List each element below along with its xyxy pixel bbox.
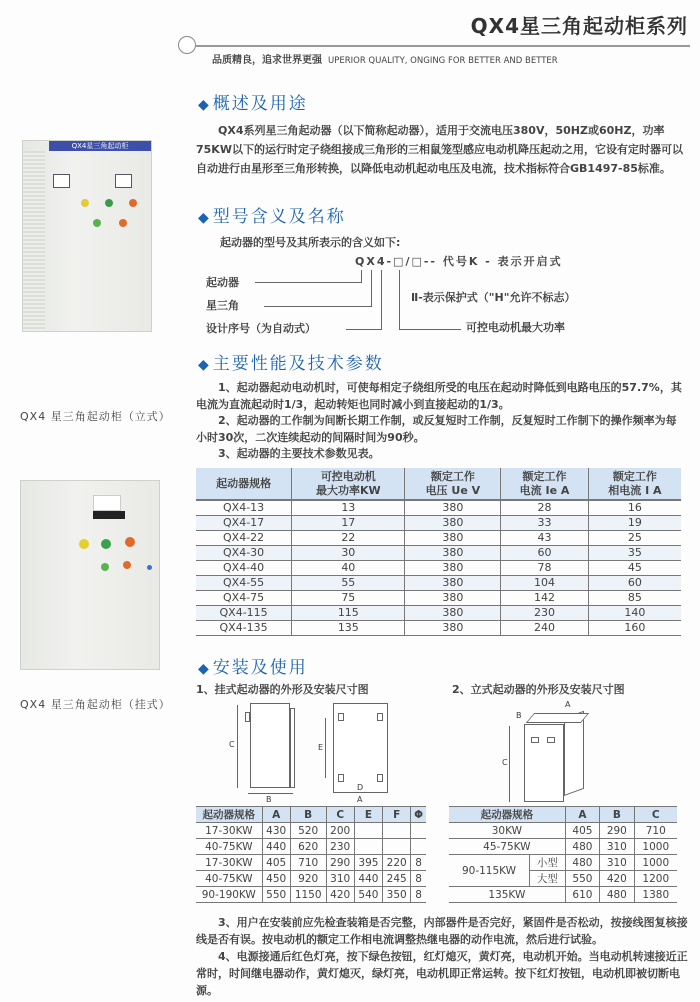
table-row [196,500,681,515]
install-note-4: 4、电源接通后红色灯亮，按下绿色按钮，红灯熄灭，黄灯亮，电动机开始。当电动机转速接近正常时，时间继电器动作，黄灯熄灭，绿灯亮，电动机即正常运转。按下红灯按钮，电动机即被切断电源。 [196,950,688,997]
table-cell: 17 [292,515,405,530]
table-cell: 小型 [530,855,566,871]
table-row [196,590,681,605]
dim-label-b: B [516,711,522,720]
section-overview-heading: ◆ 概述及用途 [198,94,308,114]
table-cell: 380 [405,605,501,620]
table-cell: 8 [411,887,426,903]
heading-text: 型号含义及名称 [212,207,346,227]
table-cell: 240 [501,620,588,635]
table-row [196,530,681,545]
slogan [212,51,558,66]
table-cell: 1150 [290,887,326,903]
table-cell: 33 [501,515,588,530]
table-row [196,620,681,635]
specs-p3: 3、起动器的主要技术参数见表。 [218,447,380,460]
table-cell: 40-75KW [196,871,262,887]
dim-label-d: D [357,783,364,792]
table-cell: 78 [501,560,588,575]
table-cell: 1000 [634,855,677,871]
column-header: 起动器规格 [196,807,262,823]
column-header: C [634,807,677,823]
table-cell: 28 [501,500,588,515]
table-cell: 380 [405,515,501,530]
table-cell: 142 [501,590,588,605]
table-row [196,823,426,839]
column-header: 可控电动机 最大功率KW [292,468,405,500]
dim-label-a: A [357,795,363,804]
table-cell: 380 [405,500,501,515]
table-cell: 920 [290,871,326,887]
table-cell: 550 [565,871,599,887]
model-label-max-power: 可控电动机最大功率 [466,321,565,334]
table-cell [354,839,382,855]
specs-p1: 1、起动器起动电动机时，可使每相定子绕组所受的电压在起动时降低到电路电压的57.7%，其电流为直流起动时1/3，起动转矩也同时减小到直接起动的1/3。 [196,381,682,411]
table-cell: 610 [565,887,599,903]
table-cell: 22 [292,530,405,545]
table-cell: 19 [588,515,681,530]
table-cell: 380 [405,575,501,590]
standing-dim-subheading: 2、立式起动器的外形及安装尺寸图 [452,683,625,696]
table-cell: 60 [501,545,588,560]
dim-label-e: E [318,743,324,752]
table-cell: 17-30KW [196,855,262,871]
table-cell: 440 [262,839,290,855]
table-row [449,839,677,855]
wall-dim-subheading: 1、挂式起动器的外形及安装尺寸图 [196,683,369,696]
table-cell: 17-30KW [196,823,262,839]
standing-dimensions-table [449,806,677,903]
table-cell: 290 [326,855,354,871]
table-cell: 16 [588,500,681,515]
overview-paragraph [196,121,686,178]
table-cell: 85 [588,590,681,605]
header-divider [196,45,690,47]
table-row [196,515,681,530]
table-cell: 440 [354,871,382,887]
table-cell: 710 [634,823,677,839]
table-cell: 420 [600,871,634,887]
table-cell [383,839,411,855]
table-cell: 40 [292,560,405,575]
table-cell: 135KW [449,887,565,903]
table-cell: QX4-55 [196,575,292,590]
table-cell: 380 [405,545,501,560]
table-cell: QX4-75 [196,590,292,605]
column-header: Φ [411,807,426,823]
table-cell: QX4-30 [196,545,292,560]
table-cell: 200 [326,823,354,839]
table-cell: 405 [262,855,290,871]
table-row [449,887,677,903]
table-row [196,855,426,871]
table-cell: 30 [292,545,405,560]
table-cell: 380 [405,530,501,545]
table-row [196,887,426,903]
table-cell: 43 [501,530,588,545]
table-cell: 90-190KW [196,887,262,903]
table-row [449,823,677,839]
table-cell: 90-115KW [449,855,530,887]
table-cell: 620 [290,839,326,855]
table-cell: 380 [405,620,501,635]
table-cell: QX4-135 [196,620,292,635]
model-intro: 起动器的型号及其所表示的含义如下: [220,236,401,249]
table-cell: 1200 [634,871,677,887]
standing-cabinet-caption: QX4 星三角起动柜（立式） [20,410,171,423]
page-title: QX4星三角起动柜系列 [470,14,688,38]
model-label-starter: 起动器 [206,276,239,289]
model-label-star-delta: 星三角 [206,299,239,312]
dim-label-c: C [502,758,508,767]
slogan-cn: 品质精良，追求世界更强 [212,55,322,66]
table-cell: 30KW [449,823,565,839]
heading-text: 安装及使用 [212,658,308,678]
table-cell: 310 [600,839,634,855]
table-cell: 480 [565,839,599,855]
table-cell: 220 [383,855,411,871]
table-cell: 140 [588,605,681,620]
table-cell: QX4-13 [196,500,292,515]
table-row [196,575,681,590]
section-specs-heading: ◆ 主要性能及技术参数 [198,354,384,374]
table-cell: 540 [354,887,382,903]
table-row [196,839,426,855]
specs-table [196,468,681,636]
table-cell: 45-75KW [449,839,565,855]
table-cell: 480 [600,887,634,903]
table-cell: QX4-40 [196,560,292,575]
table-cell: 75 [292,590,405,605]
overview-text: QX4系列星三角起动器（以下简称起动器），适用于交流电压380V，50HZ或60HZ，功率75KW以下的运行时定子绕组接成三角形的三相鼠笼型感应电动机降压起动之用，它设有定时器可以自动进行由星形至三角形转换，以降低电动机起动电压及电流，技术指标符合GB1497-85标准。 [196,124,683,175]
table-cell: 55 [292,575,405,590]
table-cell: 420 [326,887,354,903]
table-cell: QX4-22 [196,530,292,545]
column-header: B [600,807,634,823]
table-row [196,605,681,620]
table-cell: QX4-17 [196,515,292,530]
table-cell: 395 [354,855,382,871]
table-cell: 520 [290,823,326,839]
column-header: C [326,807,354,823]
slogan-en: UPERIOR QUALITY, ONGING FOR BETTER AND BETTER [328,56,558,66]
column-header: 额定工作 电流 Ie A [501,468,588,500]
table-cell: 310 [326,871,354,887]
table-cell: 430 [262,823,290,839]
table-row [196,871,426,887]
table-cell: 550 [262,887,290,903]
table-cell [411,823,426,839]
table-row [196,560,681,575]
wall-cabinet-caption: QX4 星三角起动柜（挂式） [20,698,171,711]
column-header: 额定工作 电压 Ue V [405,468,501,500]
table-cell: 230 [501,605,588,620]
table-cell: 115 [292,605,405,620]
install-notes [196,914,688,999]
model-code: QX4-□/□-- 代号K - 表示开启式 [355,255,563,268]
table-cell: QX4-115 [196,605,292,620]
table-cell: 大型 [530,871,566,887]
column-header: A [565,807,599,823]
dim-label-c: C [229,740,235,749]
table-cell: 380 [405,560,501,575]
column-header: 额定工作 相电流 I A [588,468,681,500]
table-cell: 35 [588,545,681,560]
specs-p2: 2、起动器的工作制为间断长期工作制，或反复短时工作制，反复短时工作制下的操作频率为每小时30次，二次连续起动的间隔时间为90秒。 [196,414,677,444]
table-cell: 380 [405,590,501,605]
table-cell: 405 [565,823,599,839]
table-cell: 8 [411,855,426,871]
table-cell: 135 [292,620,405,635]
table-cell [383,823,411,839]
table-cell: 104 [501,575,588,590]
table-cell: 350 [383,887,411,903]
table-cell: 25 [588,530,681,545]
cabinet-nameplate: QX4星三角起动柜 [49,141,151,151]
standing-cabinet-photo [22,140,152,332]
table-cell: 310 [600,855,634,871]
table-cell: 40-75KW [196,839,262,855]
table-cell: 245 [383,871,411,887]
column-header: 起动器规格 [196,468,292,500]
heading-text: 概述及用途 [212,94,308,114]
table-cell: 45 [588,560,681,575]
table-cell: 13 [292,500,405,515]
section-model-heading: ◆ 型号含义及名称 [198,207,346,227]
table-cell: 8 [411,871,426,887]
wall-dimensions-table [196,806,426,903]
table-cell: 290 [600,823,634,839]
column-header: A [262,807,290,823]
column-header: E [354,807,382,823]
table-cell: 710 [290,855,326,871]
column-header: 起动器规格 [449,807,565,823]
dim-label-a: A [565,700,571,709]
dim-label-b: B [266,795,272,804]
table-cell: 230 [326,839,354,855]
install-note-3: 3、用户在安装前应先检查装箱是否完整，内部器件是否完好，紧固件是否松动，按接线图复核接线是否有误。按电动机的额定工作相电流调整热继电器的动作电流，然后进行试验。 [196,916,688,946]
specs-paragraphs [196,380,686,463]
model-label-protection: Ⅱ-表示保护式（"H"允许不标志） [411,291,576,304]
column-header: F [383,807,411,823]
table-cell [411,839,426,855]
table-cell: 450 [262,871,290,887]
table-cell: 1000 [634,839,677,855]
heading-text: 主要性能及技术参数 [212,354,384,374]
table-cell: 1380 [634,887,677,903]
table-cell [354,823,382,839]
model-label-design-no: 设计序号（为自动式） [206,322,316,335]
section-install-heading: ◆ 安装及使用 [198,658,308,678]
table-cell: 60 [588,575,681,590]
wall-cabinet-photo [20,480,160,670]
table-row [449,855,677,871]
table-cell: 160 [588,620,681,635]
header-circle-ornament [178,36,196,54]
table-row [196,545,681,560]
column-header: B [290,807,326,823]
table-cell: 480 [565,855,599,871]
